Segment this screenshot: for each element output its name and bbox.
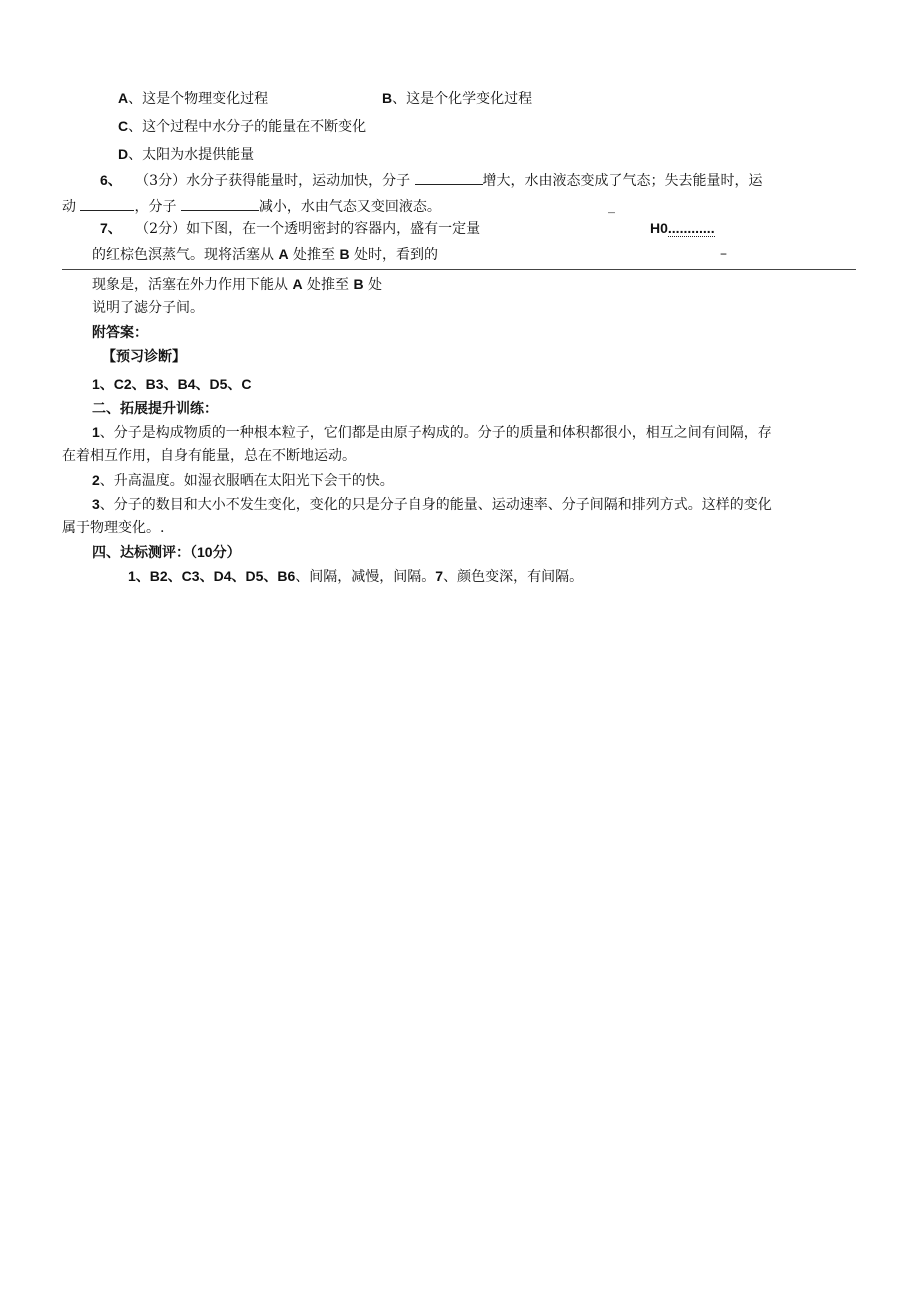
question-6-text-5: 减小，水由气态又变回液态。 xyxy=(258,199,441,215)
extend-heading: 二、拓展提升训练： xyxy=(92,400,218,416)
piston-position-b: B xyxy=(339,246,350,262)
option-b-text: 、这是个化学变化过程 xyxy=(392,91,533,107)
extend-answer-1-line-1 xyxy=(92,422,772,443)
figure-label xyxy=(650,218,715,238)
extend-answer-3-line-1 xyxy=(92,494,772,515)
extend-answer-1-number: 1 xyxy=(92,424,100,440)
option-d xyxy=(118,144,254,165)
question-6-text-3: 动 xyxy=(62,199,76,215)
option-d-text: 、太阳为水提供能量 xyxy=(128,147,255,163)
answers-title: 附答案： xyxy=(92,324,148,340)
evaluation-text-2: 、颜色变深，有间隔。 xyxy=(443,569,584,585)
question-6-line-2 xyxy=(62,196,441,217)
question-7-score: （2分） xyxy=(135,221,187,237)
evaluation-code-7: 7 xyxy=(435,568,444,584)
extend-answer-1-line-2: 在着相互作用，自身有能量，总在不断地运动。 xyxy=(62,448,356,464)
evaluation-codes: 1、B2、C3、D4、D5、B6 xyxy=(128,568,296,584)
question-7-text-6: 处推至 xyxy=(307,277,350,293)
extend-answer-2-text: 、升高温度。如湿衣服晒在太阳光下会干的快。 xyxy=(99,473,394,489)
question-7-line-3 xyxy=(92,274,382,295)
piston-position-a: A xyxy=(292,276,303,292)
option-c xyxy=(118,116,366,137)
option-a xyxy=(118,88,268,109)
extend-answer-3-text: 、分子的数目和大小不发生变化，变化的只是分子自身的能量、运动速率、分子间隔和排列方式。这样的变化 xyxy=(99,497,772,513)
question-6-number: 6、 xyxy=(100,172,122,188)
option-b-letter: B xyxy=(382,90,393,106)
evaluation-text-1: 、间隔，减慢，间隔。 xyxy=(295,569,436,585)
stray-mark: _ xyxy=(608,198,615,214)
extend-answer-3-line-2: 属于物理变化。. xyxy=(62,520,165,536)
option-c-text: 、这个过程中水分子的能量在不断变化 xyxy=(128,119,367,135)
evaluation-heading: 四、达标测评：（10分） xyxy=(92,544,241,560)
question-7-text-2: 的红棕色溟蒸气。现将活塞从 xyxy=(92,247,274,263)
option-a-text: 、这是个物理变化过程 xyxy=(128,91,269,107)
question-6-score: （3分） xyxy=(135,173,187,189)
question-7-text-1: 如下图，在一个透明密封的容器内，盛有一定量 xyxy=(186,221,481,237)
answer-blank[interactable] xyxy=(80,196,134,211)
piston-position-b: B xyxy=(353,276,364,292)
question-6-line-1 xyxy=(100,170,763,191)
piston-position-a: A xyxy=(278,246,289,262)
divider-line xyxy=(62,269,856,270)
option-b xyxy=(382,88,532,109)
question-7-text-3: 处推至 xyxy=(293,247,336,263)
preview-heading: 【预习诊断】 xyxy=(102,348,186,364)
stray-dash: – xyxy=(720,246,727,262)
option-d-letter: D xyxy=(118,146,129,162)
extend-answer-3-number: 3 xyxy=(92,496,100,512)
question-6-text-4: ，分子 xyxy=(134,199,177,215)
option-c-letter: C xyxy=(118,118,129,134)
evaluation-answers xyxy=(128,566,583,587)
extend-answer-2-number: 2 xyxy=(92,472,100,488)
figure-label-text: H0 xyxy=(650,220,668,236)
question-7-line-1 xyxy=(100,218,480,239)
question-6-text-1: 水分子获得能量时，运动加快，分子 xyxy=(186,173,411,189)
question-7-text-7: 处 xyxy=(368,277,383,293)
preview-answers: 1、C2、B3、B4、D5、C xyxy=(92,376,252,392)
question-6-text-2: 增大，水由液态变成了气态；失去能量时，运 xyxy=(482,173,763,189)
question-7-line-4: 说明了滤分子间。 xyxy=(92,300,204,316)
option-a-letter: A xyxy=(118,90,129,106)
answer-blank[interactable] xyxy=(415,170,483,185)
question-7-number: 7、 xyxy=(100,220,122,236)
extend-answer-1-text: 、分子是构成物质的一种根本粒子，它们都是由原子构成的。分子的质量和体积都很小，相互之间有间隔，存 xyxy=(99,425,772,441)
figure-label-dots: ............ xyxy=(667,220,715,236)
question-7-line-2 xyxy=(92,244,438,265)
extend-answer-2 xyxy=(92,470,394,491)
question-7-text-4: 处时，看到的 xyxy=(354,247,439,263)
question-7-text-5: 现象是，活塞在外力作用下能从 xyxy=(92,277,288,293)
answer-blank[interactable] xyxy=(181,196,259,211)
